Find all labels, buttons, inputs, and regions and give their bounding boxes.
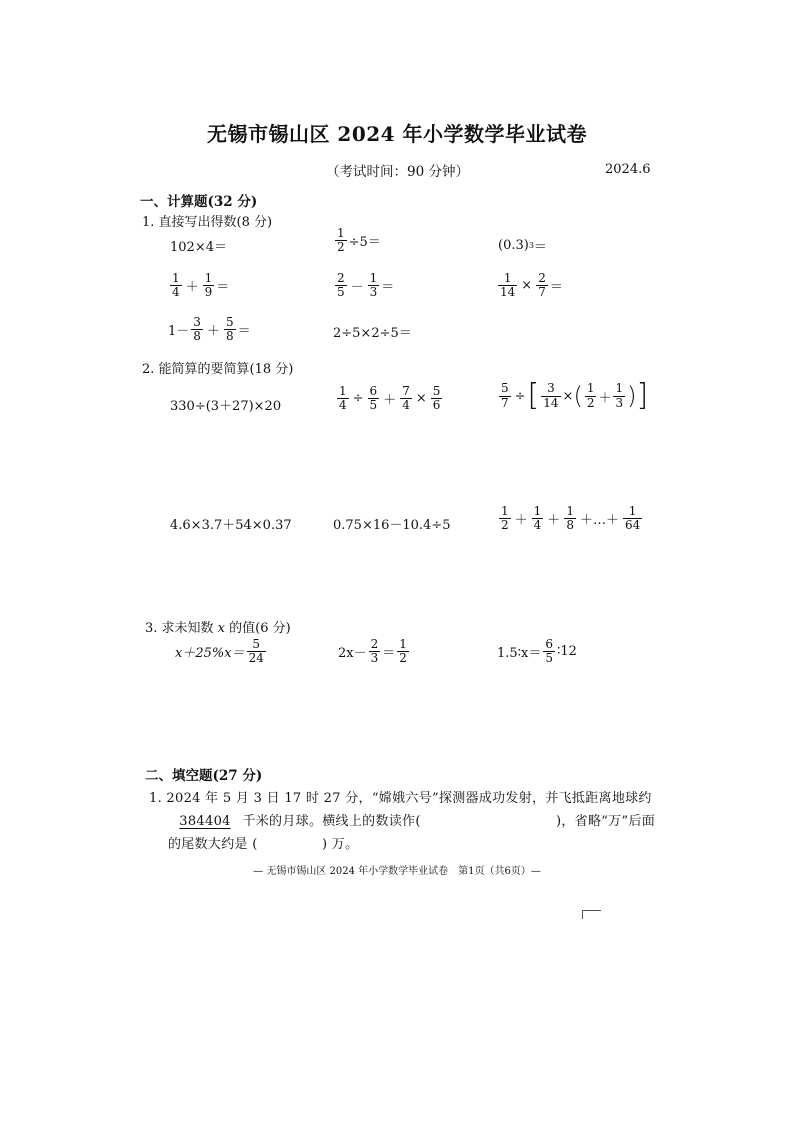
q1-heading: 1. 直接写出得数(8 分): [142, 215, 273, 230]
exam-duration: （考试时间：90 分钟）: [326, 164, 469, 180]
q1-item-d: $\frac{1}{4}$ ＋ $\frac{1}{9}$ ＝: [172, 271, 230, 300]
q2-item-c: $\frac{5}{7}$ ÷ [ $\frac{3}{14}$ × ( $\frac{1}{2}$ ＋ $\frac{1}{3}$ ) ]: [501, 378, 649, 413]
page-footer: — 无锡市锡山区 2024 年小学数学毕业试卷 第1页（共6页）—: [253, 866, 541, 877]
section1-heading: 一、计算题(32 分): [140, 194, 258, 210]
s2-q1-line3: 的尾数大约是 (: [168, 837, 258, 852]
q3-item-a: x＋25%x＝ $\frac{5}{24}$: [175, 637, 264, 666]
s2-q1-line3-close: ) 万。: [322, 837, 359, 852]
fraction: $\frac{1}{2}$: [337, 226, 345, 255]
q2-item-d: 4.6×3.7＋54×0.37: [170, 518, 292, 533]
section2-heading: 二、填空题(27 分): [145, 768, 263, 784]
q1-item-c: (0.3) 3 ＝: [498, 238, 547, 255]
s2-q1-line2: 384404 千米的月球。横线上的数读作(: [172, 810, 421, 829]
s2-q1-line1: 1. 2024 年 5 月 3 日 17 时 27 分，“嫦娥六号”探测器成功发射，并飞抵距离地球约: [149, 791, 652, 806]
underlined-number: 384404: [179, 814, 231, 829]
q3-item-c: 1.5∶x＝ $\frac{6}{5}$ ∶12: [497, 637, 577, 666]
q1-item-b: $\frac{1}{2}$ ÷5＝: [337, 226, 381, 255]
q1-item-e: $\frac{2}{5}$ － $\frac{1}{3}$ ＝: [337, 271, 395, 300]
exam-date: 2024.6: [605, 162, 651, 177]
q1-item-g: 1－ $\frac{3}{8}$ ＋ $\frac{5}{8}$ ＝: [168, 315, 251, 344]
q1-item-a: 102×4＝: [170, 240, 227, 255]
s2-q1-line2-close: )，省略“万”后面: [556, 814, 656, 829]
corner-mark: [582, 910, 601, 919]
q1-item-h: 2÷5×2÷5＝: [333, 326, 412, 341]
q3-item-b: 2x－ $\frac{2}{3}$ ＝ $\frac{1}{2}$: [338, 637, 407, 666]
exam-title: 无锡市锡山区 2024 年小学数学毕业试卷: [206, 122, 588, 146]
q2-item-b: $\frac{1}{4}$ ÷ $\frac{6}{5}$ ＋ $\frac{7}{4}$ × $\frac{5}{6}$: [339, 384, 441, 413]
q3-heading: 3. 求未知数 x 的值(6 分): [145, 621, 291, 636]
q1-item-f: $\frac{1}{14}$ × $\frac{2}{7}$ ＝: [500, 271, 563, 300]
q2-item-e: 0.75×16－10.4÷5: [333, 518, 451, 533]
q2-heading: 2. 能简算的要简算(18 分): [142, 362, 294, 377]
q2-item-f: $\frac{1}{2}$ ＋ $\frac{1}{4}$ ＋ $\frac{1}{8}$ ＋…＋ $\frac{1}{64}$: [501, 504, 641, 533]
q2-item-a: 330÷(3＋27)×20: [170, 399, 282, 414]
